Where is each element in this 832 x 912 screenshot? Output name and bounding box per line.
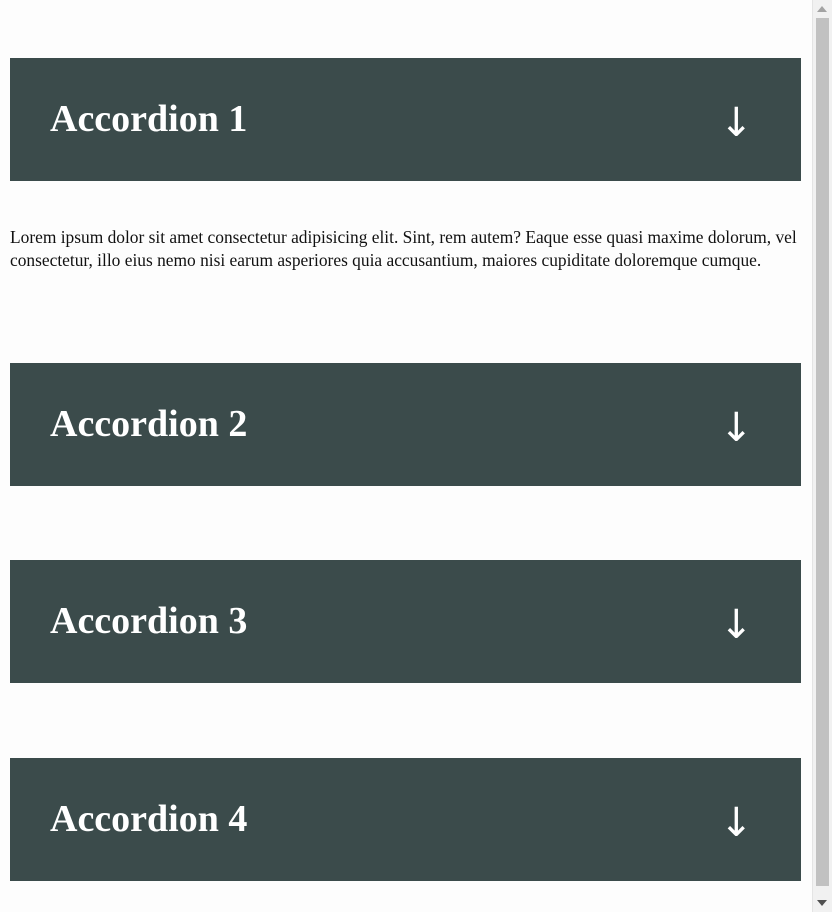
arrow-down-icon: ↓ bbox=[719, 800, 753, 846]
accordion-1-header[interactable] bbox=[10, 58, 801, 181]
accordion-2-header[interactable] bbox=[10, 363, 801, 486]
scroll-up-arrow-icon[interactable] bbox=[817, 6, 827, 12]
accordion-4-header[interactable] bbox=[10, 758, 801, 881]
arrow-down-icon: ↓ bbox=[719, 405, 753, 451]
accordion-4-title: Accordion 4 bbox=[50, 798, 248, 840]
accordion-3-header[interactable] bbox=[10, 560, 801, 683]
vertical-scrollbar[interactable] bbox=[812, 0, 832, 912]
scrollbar-thumb[interactable] bbox=[816, 18, 829, 886]
arrow-down-icon: ↓ bbox=[719, 602, 753, 648]
accordion-1-content: Lorem ipsum dolor sit amet consectetur adipisicing elit. Sint, rem autem? Eaque esse quasi maxime dolorum, vel consectetur, illo eius nemo nisi earum asperiores quia accusantium, maiores cupiditate doloremque cumque. bbox=[10, 227, 797, 270]
scroll-down-arrow-icon[interactable] bbox=[817, 900, 827, 906]
accordion-3-title: Accordion 3 bbox=[50, 600, 248, 642]
arrow-down-icon: ↓ bbox=[719, 100, 753, 146]
accordion-1-title: Accordion 1 bbox=[50, 98, 248, 140]
accordion-2-title: Accordion 2 bbox=[50, 403, 248, 445]
